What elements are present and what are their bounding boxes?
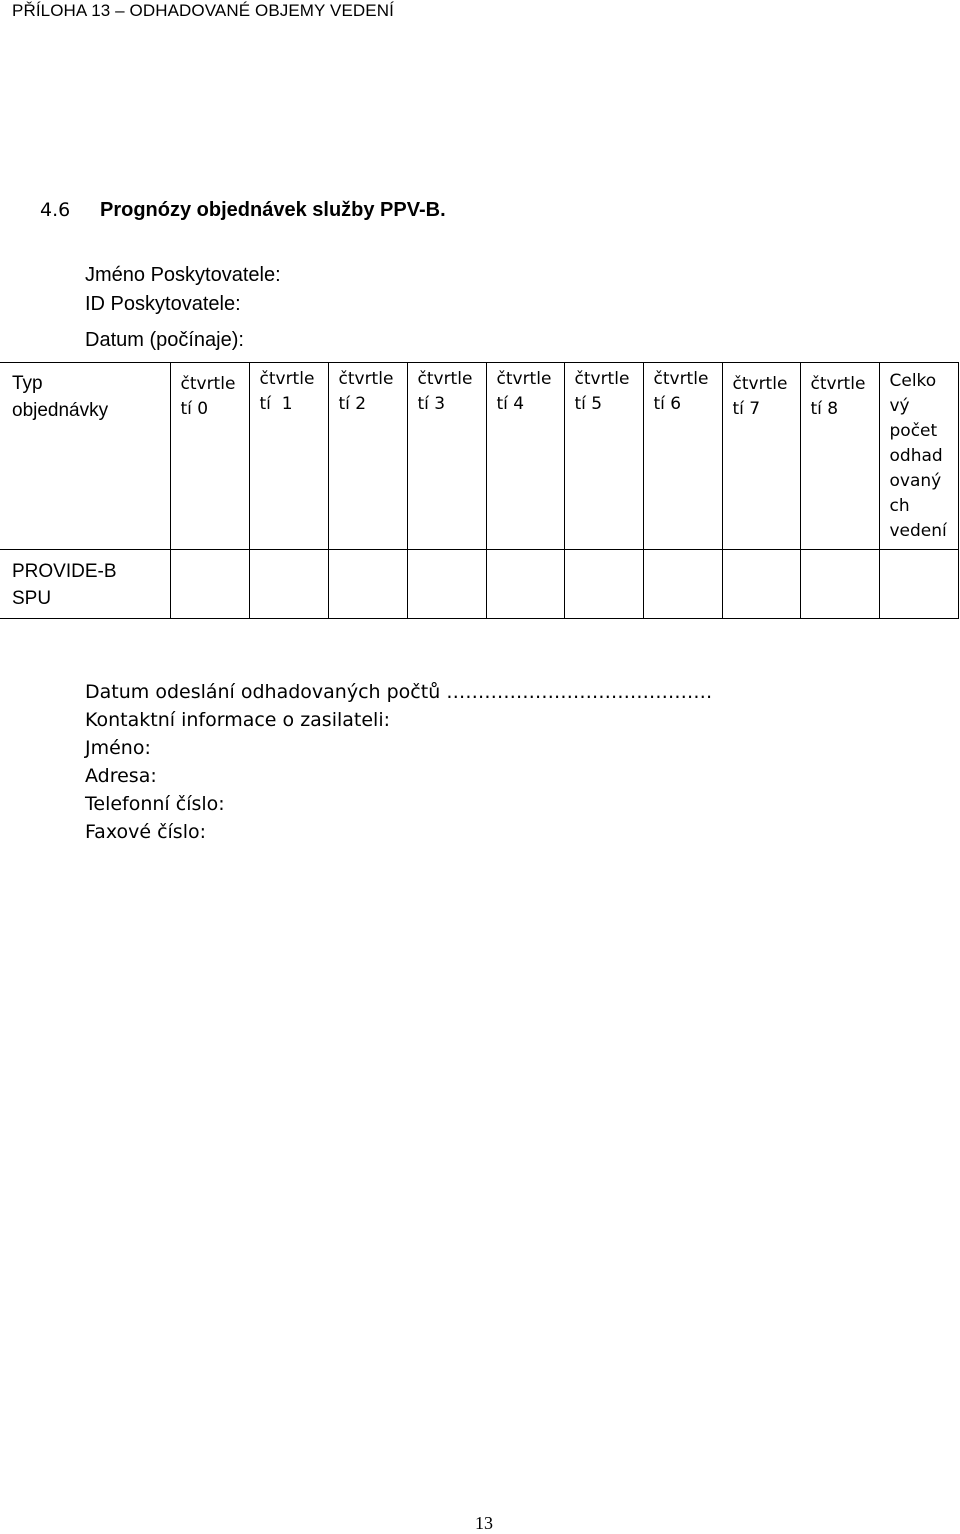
quarter-7-cell[interactable]	[722, 550, 800, 619]
quarter-3-header	[407, 363, 486, 550]
quarter-5-line2: tí 5	[574, 394, 603, 414]
quarter-4-header	[486, 363, 564, 550]
quarter-0-line2: tí 0	[180, 399, 209, 419]
quarter-3-line2: tí 3	[417, 394, 446, 414]
provider-id-field: ID Poskytovatele:	[85, 293, 241, 315]
address-line: Adresa:	[85, 765, 157, 787]
phone-line: Telefonní číslo:	[85, 793, 225, 815]
quarter-3-cell[interactable]	[407, 550, 486, 619]
quarter-1-cell[interactable]	[249, 550, 328, 619]
table-header-row	[0, 363, 958, 550]
quarter-4-cell[interactable]	[486, 550, 564, 619]
fax-line: Faxové číslo:	[85, 821, 207, 843]
annex-header: PŘÍLOHA 13 – ODHADOVANÉ OBJEMY VEDENÍ	[12, 1, 394, 20]
quarter-6-cell[interactable]	[643, 550, 722, 619]
quarter-4-line2: tí 4	[496, 394, 525, 414]
name-line: Jméno:	[85, 737, 151, 759]
contact-line: Kontaktní informace o zasilateli:	[85, 709, 391, 731]
quarter-6-line2: tí 6	[653, 394, 682, 414]
quarter-8-cell[interactable]	[800, 550, 879, 619]
section-number: 4.6	[40, 199, 71, 221]
quarter-6-line1: čtvrtle	[653, 369, 709, 389]
total-line-3: počet	[889, 421, 938, 441]
quarter-0-header	[170, 363, 249, 550]
total-line-4: odhad	[889, 446, 943, 466]
quarter-2-cell[interactable]	[328, 550, 407, 619]
quarter-8-line1: čtvrtle	[810, 374, 866, 394]
row-label-line1: PROVIDE-B	[12, 561, 117, 582]
sender-info	[85, 678, 712, 846]
sent-date-line: Datum odeslání odhadovaných počtů ……………………………………	[85, 681, 713, 703]
total-cell[interactable]	[879, 550, 958, 619]
section-title: Prognózy objednávek služby PPV-B.	[100, 199, 446, 221]
section-heading	[40, 199, 446, 222]
quarter-1-header	[249, 363, 328, 550]
total-line-6: ch	[889, 496, 910, 516]
total-line-7: vedení	[889, 521, 947, 541]
total-header	[879, 363, 958, 550]
quarter-5-line1: čtvrtle	[574, 369, 630, 389]
order-type-header	[0, 363, 170, 550]
row-label-line2: SPU	[12, 588, 52, 609]
quarter-3-line1: čtvrtle	[417, 369, 473, 389]
quarter-6-header	[643, 363, 722, 550]
quarter-7-header	[722, 363, 800, 550]
total-line-2: vý	[889, 396, 910, 416]
order-forecast-table	[0, 362, 959, 619]
total-line-1: Celko	[889, 371, 937, 391]
quarter-1-line2: tí 1	[259, 394, 293, 414]
quarter-1-line1: čtvrtle	[259, 369, 315, 389]
quarter-5-cell[interactable]	[564, 550, 643, 619]
quarter-8-line2: tí 8	[810, 399, 839, 419]
row-label-cell	[0, 550, 170, 619]
quarter-2-line1: čtvrtle	[338, 369, 394, 389]
quarter-7-line2: tí 7	[732, 399, 761, 419]
quarter-0-cell[interactable]	[170, 550, 249, 619]
total-line-5: ovaný	[889, 471, 942, 491]
quarter-2-line2: tí 2	[338, 394, 367, 414]
order-type-label: Typ objednávky	[12, 373, 109, 421]
quarter-7-line1: čtvrtle	[732, 374, 788, 394]
quarter-2-header	[328, 363, 407, 550]
quarter-5-header	[564, 363, 643, 550]
quarter-8-header	[800, 363, 879, 550]
quarter-4-line1: čtvrtle	[496, 369, 552, 389]
provider-name-field: Jméno Poskytovatele:	[85, 264, 281, 286]
table-row	[0, 550, 958, 619]
page-number: 13	[475, 1513, 493, 1533]
quarter-0-line1: čtvrtle	[180, 374, 236, 394]
date-from-field: Datum (počínaje):	[85, 329, 244, 351]
